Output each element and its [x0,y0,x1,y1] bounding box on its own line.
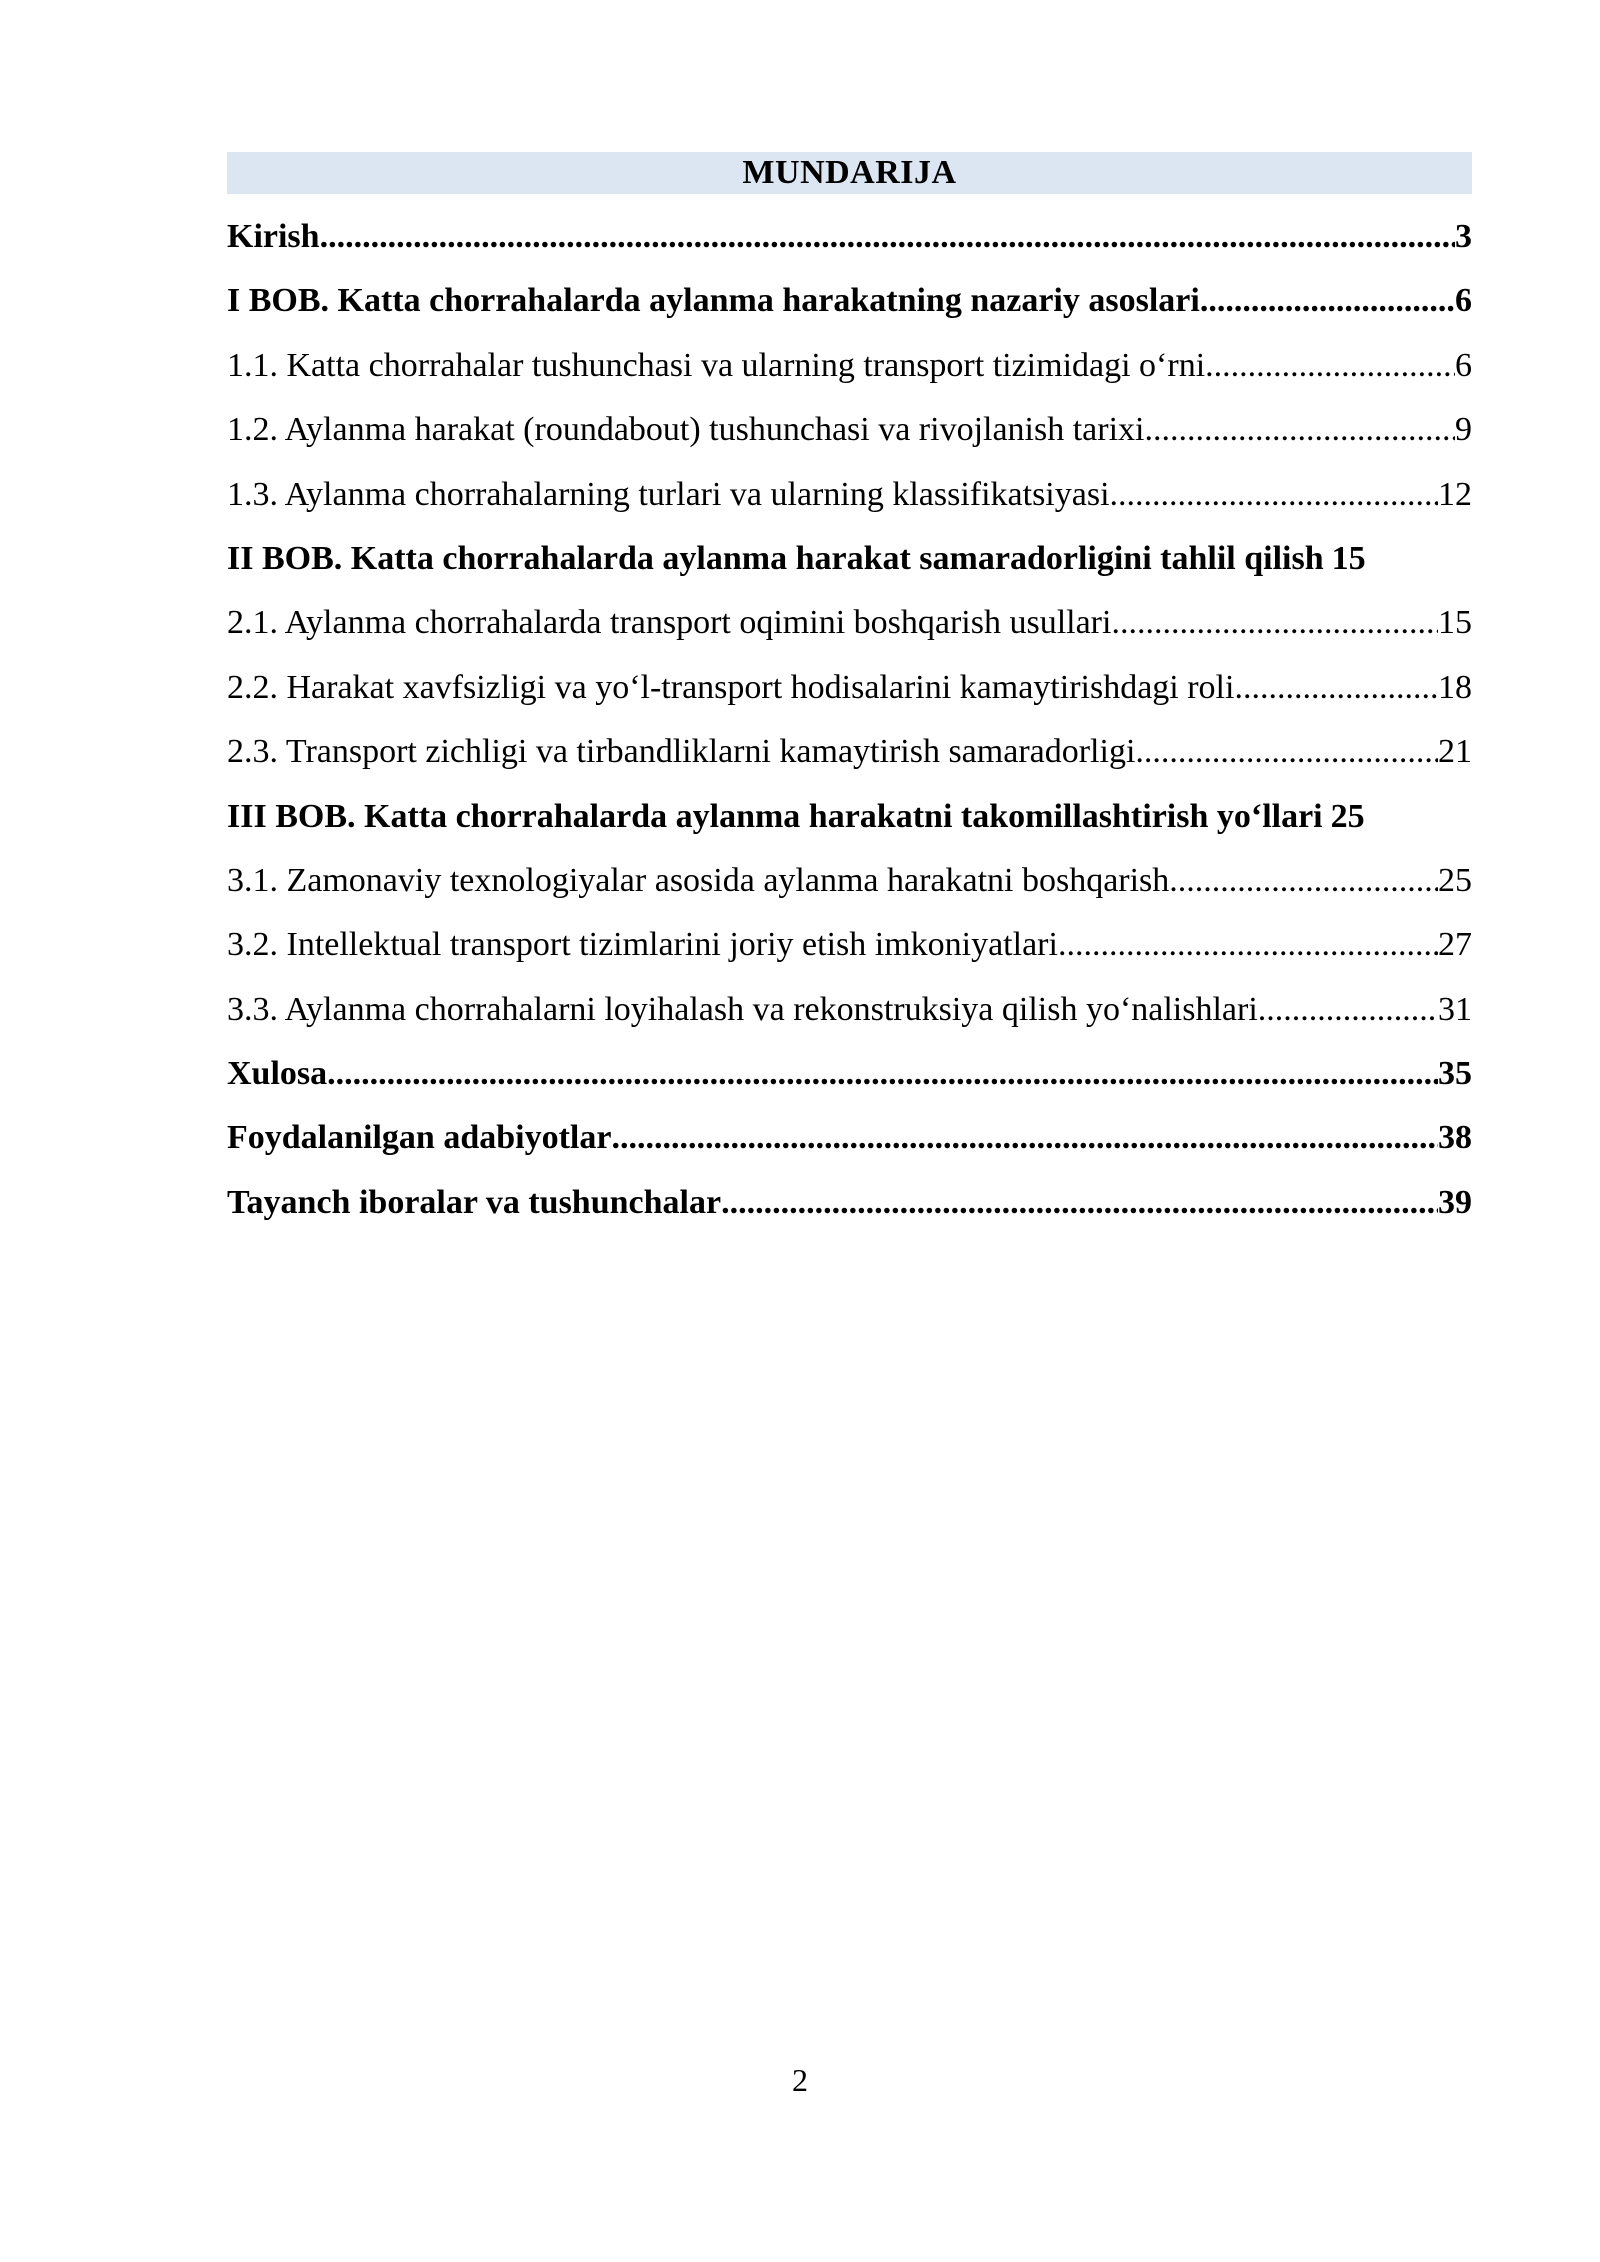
toc-entry-label: II BOB. Katta chorrahalarda aylanma harakat samaradorligini tahlil qilish [227,539,1324,577]
toc-dot-leader [1111,591,1438,655]
toc-entry[interactable] [227,205,1472,269]
toc-dot-leader [1200,269,1455,333]
toc-dot-leader [1110,463,1438,527]
toc-dot-leader [1169,849,1438,913]
toc-dot-leader [1234,656,1438,720]
toc-entry-label: 2.1. Aylanma chorrahalarda transport oqimini boshqarish usullari [227,604,1112,642]
toc-entry-label: I BOB. Katta chorrahalarda aylanma harakatning nazariy asoslari [227,282,1200,320]
page-number: 2 [792,2062,808,2098]
toc-entry-label: Tayanch iboralar va tushunchalar [227,1183,722,1221]
toc-entry-label: 1.3. Aylanma chorrahalarning turlari va ularning klassifikatsiyasi [227,475,1110,513]
toc-entry-page: 15 [1438,604,1472,642]
toc-entry-page: 12 [1438,475,1472,513]
toc-dot-leader [611,1106,1438,1170]
table-of-contents [227,205,1472,1235]
toc-entry-page: 6 [1455,282,1472,320]
toc-entry[interactable] [227,720,1472,784]
toc-entry-page: 31 [1438,990,1472,1028]
toc-entry[interactable] [227,913,1472,977]
toc-entry-label: 3.2. Intellektual transport tizimlarini joriy etish imkoniyatlari [227,926,1058,964]
toc-entry[interactable] [227,269,1472,333]
toc-entry-page: 38 [1438,1119,1472,1157]
toc-entry[interactable] [227,978,1472,1042]
toc-entry-page: 6 [1455,346,1472,384]
toc-dot-leader [1135,720,1438,784]
toc-entry-page: 9 [1455,411,1472,449]
toc-dot-leader [1145,398,1456,462]
toc-entry[interactable] [227,849,1472,913]
toc-entry[interactable] [227,785,1472,849]
toc-entry-label: 1.1. Katta chorrahalar tushunchasi va ularning transport tizimidagi o‘rni [227,346,1206,384]
toc-entry[interactable] [227,591,1472,655]
toc-entry[interactable] [227,1042,1472,1106]
toc-entry-label: III BOB. Katta chorrahalarda aylanma harakatni takomillashtirish yo‘llari [227,797,1323,835]
toc-entry-label: 1.2. Aylanma harakat (roundabout) tushunchasi va rivojlanish tarixi [227,411,1145,449]
toc-entry[interactable] [227,463,1472,527]
toc-entry-page: 35 [1438,1055,1472,1093]
toc-entry[interactable] [227,398,1472,462]
toc-entry[interactable] [227,334,1472,398]
toc-entry-page: 15 [1331,539,1366,577]
toc-dot-leader [1258,978,1438,1042]
toc-entry-page: 18 [1438,668,1472,706]
toc-entry-label: 2.2. Harakat xavfsizligi va yo‘l-transport hodisalarini kamaytirishdagi roli [227,668,1235,706]
toc-entry-label: 3.1. Zamonaviy texnologiyalar asosida aylanma harakatni boshqarish [227,861,1170,899]
toc-dot-leader [1205,334,1455,398]
toc-entry-page: 3 [1455,218,1472,255]
toc-entry-page: 25 [1438,861,1472,899]
toc-dot-leader [1058,913,1438,977]
toc-entry-page: 27 [1438,926,1472,964]
toc-entry[interactable] [227,527,1472,591]
toc-entry-label: Xulosa [227,1055,328,1093]
toc-entry[interactable] [227,1106,1472,1170]
toc-entry-page: 25 [1330,797,1365,835]
toc-entry-page: 21 [1438,733,1472,771]
toc-entry-label: Kirish [227,218,320,255]
toc-entry-label: 3.3. Aylanma chorrahalarni loyihalash va rekonstruksiya qilish yo‘nalishlari [227,990,1258,1028]
toc-heading: MUNDARIJA [227,152,1472,194]
toc-entry-label: 2.3. Transport zichligi va tirbandliklarni kamaytirish samaradorligi [227,733,1136,771]
toc-dot-leader [721,1171,1438,1235]
toc-entry[interactable] [227,656,1472,720]
toc-dot-leader [327,1042,1438,1106]
toc-entry-page: 39 [1438,1183,1472,1221]
toc-dot-leader [320,205,1455,269]
toc-entry-label: Foydalanilgan adabiyotlar [227,1119,612,1157]
toc-entry[interactable] [227,1171,1472,1235]
